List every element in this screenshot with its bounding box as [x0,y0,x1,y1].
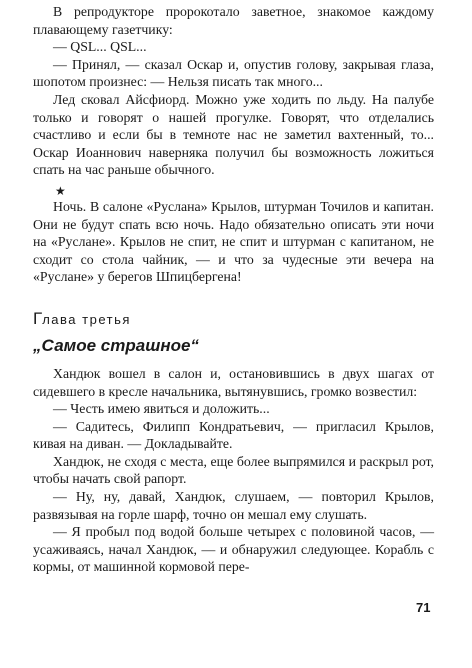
paragraph: — Принял, — сказал Оскар и, опустив голову, закрывая глаза, шопотом произнес: — Нельзя писать так много... [33,56,434,90]
section-separator-star: ★ [55,183,66,198]
paragraph: Лед сковал Айсфиорд. Можно уже ходить по льду. На палубе только и говорят о нашей прогулке. Говорят, что отделались счастливо и если бы в темноте нас не заметил вахтенный, то... Оскар Иоаннович наверняка получил бы возможность ложиться спать на час раньше обычного. [33,91,434,178]
paragraph: Хандюк вошел в салон и, остановившись в двух шагах от сидевшего в кресле начальника, вытянувшись, громко возвестил: [33,365,434,399]
paragraph: — Садитесь, Филипп Кондратьевич, — пригласил Крылов, кивая на диван. — Докладывайте. [33,418,434,452]
paragraph: Ночь. В салоне «Руслана» Крылов, штурман Точилов и капитан. Они не будут спать всю ночь. Надо обязательно описать эти ночи на «Руслане». Крылов не спит, не спит и штурман с капитаном, не сходит со стола чайник, — и что за чудесные эти вечера на «Руслане» у берегов Шпицбергена! [33,198,434,285]
paragraph: Хандюк, не сходя с места, еще более выпрямился и раскрыл рот, чтобы начать свой рапорт. [33,453,434,487]
chapter-title: „Самое страшное“ [33,335,199,355]
paragraph: — Я пробыл под водой больше четырех с половиной часов, — усаживаясь, начал Хандюк, — и обнаружил следующее. Корабль с кормы, от машинной кормовой пере- [33,524,434,575]
paragraph: — Ну, ну, давай, Хандюк, слушаем, — повторил Крылов, развязывая на горле шарф, точно он мешал ему слушать. [33,489,434,522]
page-number: 71 [416,600,431,615]
paragraph: В репродукторе пророкотало заветное, знакомое каждому плавающему газетчику: [33,4,434,37]
paragraph: — Честь имею явиться и доложить... [53,401,270,417]
chapter-initial: Г [33,308,43,328]
chapter-label: лава третья [42,311,131,327]
chapter-heading [33,310,434,329]
page-text [33,3,434,576]
paragraph: — QSL... QSL... [53,39,147,55]
